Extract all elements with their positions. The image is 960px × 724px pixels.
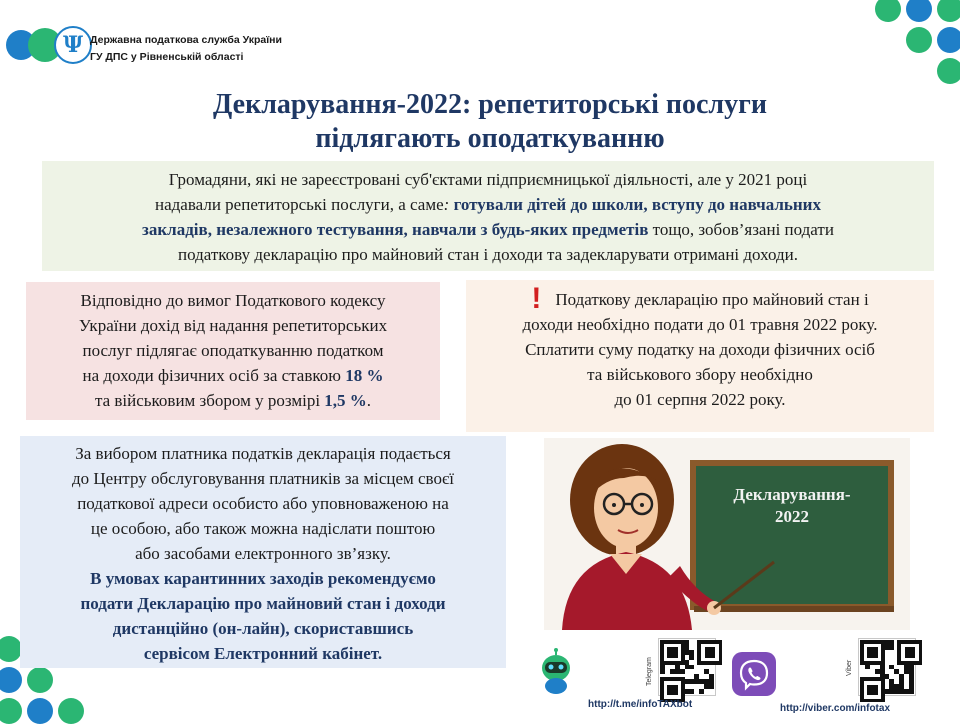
deadline-line-2: доходи необхідно подати до 01 травня 2022 року. [522, 315, 878, 334]
page-title [140, 88, 840, 156]
viber-tag: Viber [846, 659, 853, 676]
viber-link[interactable]: http://viber.com/infotax [780, 703, 891, 714]
military-levy-rate: 1,5 % [324, 391, 367, 410]
intro-line-2: надавали репетиторські послуги, а саме: готували дітей до школи, вступу до навчальних [155, 195, 821, 214]
submission-line-9: сервісом Електронний кабінет. [143, 644, 383, 663]
deadline-line-4: та військового збору необхідно [587, 365, 813, 384]
intro-box [42, 161, 934, 271]
logo-circle-white [54, 26, 92, 64]
submission-line-5: або засобами електронного зв’язку. [135, 544, 391, 563]
trident-icon: Ψ [62, 32, 84, 58]
intro-line-3: закладів, незалежного тестування, навчали з будь-яких предметів тощо, зобов’язані подати [142, 220, 834, 239]
telegram-qr-code[interactable] [658, 638, 716, 696]
teacher-illustration [544, 438, 910, 630]
pdfo-rate: 18 % [345, 366, 384, 385]
viber-icon[interactable] [732, 652, 776, 696]
submission-line-7: подати Декларацію про майновий стан і доходи [80, 594, 446, 613]
org-name: Державна податкова служба України [90, 34, 282, 46]
board-text [696, 484, 888, 528]
submission-line-6: В умовах карантинних заходів рекомендуємо [90, 569, 436, 588]
title-line-1: Декларування-2022: репетиторські послуги [213, 89, 767, 120]
title-line-2: підлягають оподаткуванню [315, 123, 665, 154]
tax-line-2: України дохід від надання репетиторських [78, 316, 388, 335]
deadline-box [466, 280, 934, 432]
deadline-line-3: Сплатити суму податку на доходи фізичних осіб [525, 340, 875, 359]
board-line-2: 2022 [775, 507, 809, 526]
tax-rate-box [26, 282, 440, 420]
exclamation-icon: ! [531, 282, 542, 315]
submission-line-8: дистанційно (он-лайн), скориставшись [112, 619, 414, 638]
tax-line-3: послуг підлягає оподаткуванню податком [82, 341, 384, 360]
tax-line-5: та військовим збором у розмірі 1,5 %. [94, 391, 372, 410]
deadline-line-5: до 01 серпня 2022 року. [614, 390, 786, 409]
submission-box [20, 436, 506, 668]
submission-line-1: За вибором платника податків декларація подається [75, 444, 451, 463]
tax-line-4: на доходи фізичних осіб за ставкою 18 % [82, 366, 384, 385]
logo [6, 24, 86, 68]
telegram-tag: Telegram [646, 657, 653, 686]
submission-line-4: це особою, або також можна надіслати поштою [90, 519, 436, 538]
deadline-line-1: ! Податкову декларацію про майновий стан і [531, 282, 869, 315]
teacher-svg [544, 438, 910, 630]
board-line-1: Декларування- [733, 485, 851, 504]
submission-line-3: податкової адреси особисто або уповноваженою на [77, 494, 449, 513]
viber-qr-code[interactable] [858, 638, 916, 696]
submission-line-2: до Центру обслуговування платників за місцем своєї [71, 469, 454, 488]
telegram-link[interactable]: http://t.me/infoTAXbot [588, 699, 693, 710]
intro-line-1: Громадяни, які не зареєстровані суб'єктами підприємницької діяльності, але у 2021 році [168, 170, 808, 189]
tax-line-1: Відповідно до вимог Податкового кодексу [80, 291, 386, 310]
org-region: ГУ ДПС у Рівненській області [90, 51, 244, 63]
bot-icon [536, 648, 576, 696]
intro-line-4: податкову декларацію про майновий стан і доходи та задекларувати отримані доходи. [177, 245, 798, 264]
